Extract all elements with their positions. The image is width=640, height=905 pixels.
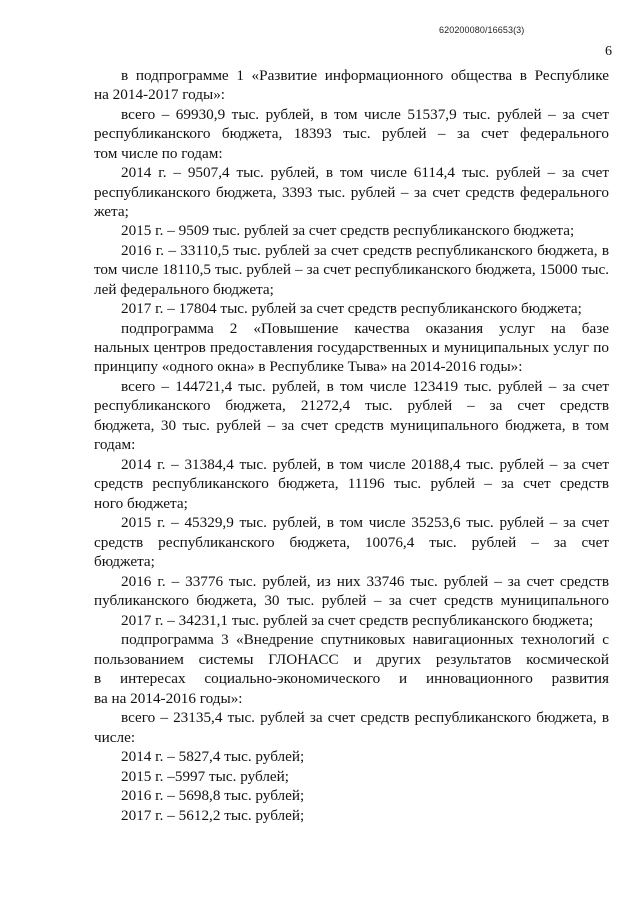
- text-line: подпрограмма 3 «Внедрение спутниковых навигационных технологий с: [121, 631, 609, 648]
- text-line: 2014 г. – 5827,4 тыс. рублей;: [121, 748, 305, 765]
- text-line: всего – 69930,9 тыс. рублей, в том числе 51537,9 тыс. рублей – за счет: [121, 106, 609, 123]
- text-line: том числе 18110,5 тыс. рублей – за счет республиканского бюджета, 15000 тыс.: [94, 261, 609, 278]
- text-line: 2016 г. – 5698,8 тыс. рублей;: [121, 787, 305, 804]
- text-line: республиканского бюджета, 3393 тыс. рублей – за счет средств федерального: [94, 184, 609, 201]
- text-line: республиканского бюджета, 18393 тыс. рублей – за счет федерального: [94, 125, 609, 142]
- text-line: 2016 г. – 33776 тыс. рублей, из них 33746 тыс. рублей – за счет средств: [121, 573, 609, 590]
- text-line: 2015 г. – 9509 тыс. рублей за счет средств республиканского бюджета;: [121, 222, 575, 239]
- text-line: бюджета, 30 тыс. рублей – за счет средств муниципального бюджета, в том: [94, 417, 609, 434]
- text-line: всего – 144721,4 тыс. рублей, в том числе 123419 тыс. рублей – за счет: [121, 378, 609, 395]
- text-line: 2014 г. – 9507,4 тыс. рублей, в том числе 6114,4 тыс. рублей – за счет: [121, 164, 609, 181]
- text-line: бюджета;: [94, 553, 155, 570]
- text-line: ва на 2014-2016 годы»:: [94, 690, 243, 707]
- text-line: 2017 г. – 17804 тыс. рублей за счет средств республиканского бюджета;: [121, 300, 582, 317]
- text-line: 2017 г. – 5612,2 тыс. рублей;: [121, 807, 305, 824]
- text-line: средств республиканского бюджета, 11196 тыс. рублей – за счет средств: [94, 475, 609, 492]
- text-line: нальных центров предоставления государственных и муниципальных услуг по: [94, 339, 609, 356]
- text-line: 2017 г. – 34231,1 тыс. рублей за счет средств республиканского бюджета;: [121, 612, 594, 629]
- text-line: числе:: [94, 729, 136, 746]
- text-line: том числе по годам:: [94, 145, 223, 162]
- page-number: 6: [605, 44, 612, 59]
- text-line: 2015 г. – 45329,9 тыс. рублей, в том числе 35253,6 тыс. рублей – за счет: [121, 514, 609, 531]
- text-line: принципу «одного окна» в Республике Тыва» на 2014-2016 годы»:: [94, 358, 523, 375]
- text-line: публиканского бюджета, 30 тыс. рублей – за счет средств муниципального: [94, 592, 609, 609]
- text-line: всего – 23135,4 тыс. рублей за счет средств республиканского бюджета, в: [121, 709, 609, 726]
- text-line: средств республиканского бюджета, 10076,4 тыс. рублей – за счет: [94, 534, 609, 551]
- document-code: 620200080/16653(3): [439, 25, 525, 35]
- text-line: 2016 г. – 33110,5 тыс. рублей за счет средств республиканского бюджета, в: [121, 242, 609, 259]
- text-line: жета;: [94, 203, 129, 220]
- text-line: в интересах социально-экономического и инновационного развития: [94, 670, 609, 687]
- text-line: годам:: [94, 436, 136, 453]
- text-line: лей федерального бюджета;: [94, 281, 274, 298]
- text-line: пользованием системы ГЛОНАСС и других результатов космической: [94, 651, 609, 668]
- text-line: в подпрограмме 1 «Развитие информационного общества в Республике: [121, 67, 609, 84]
- text-line: ного бюджета;: [94, 495, 188, 512]
- text-line: на 2014-2017 годы»:: [94, 86, 226, 103]
- text-line: подпрограмма 2 «Повышение качества оказания услуг на базе: [121, 320, 609, 337]
- text-line: 2014 г. – 31384,4 тыс. рублей, в том числе 20188,4 тыс. рублей – за счет: [121, 456, 609, 473]
- text-line: 2015 г. –5997 тыс. рублей;: [121, 768, 290, 785]
- text-line: республиканского бюджета, 21272,4 тыс. рублей – за счет средств: [94, 397, 609, 414]
